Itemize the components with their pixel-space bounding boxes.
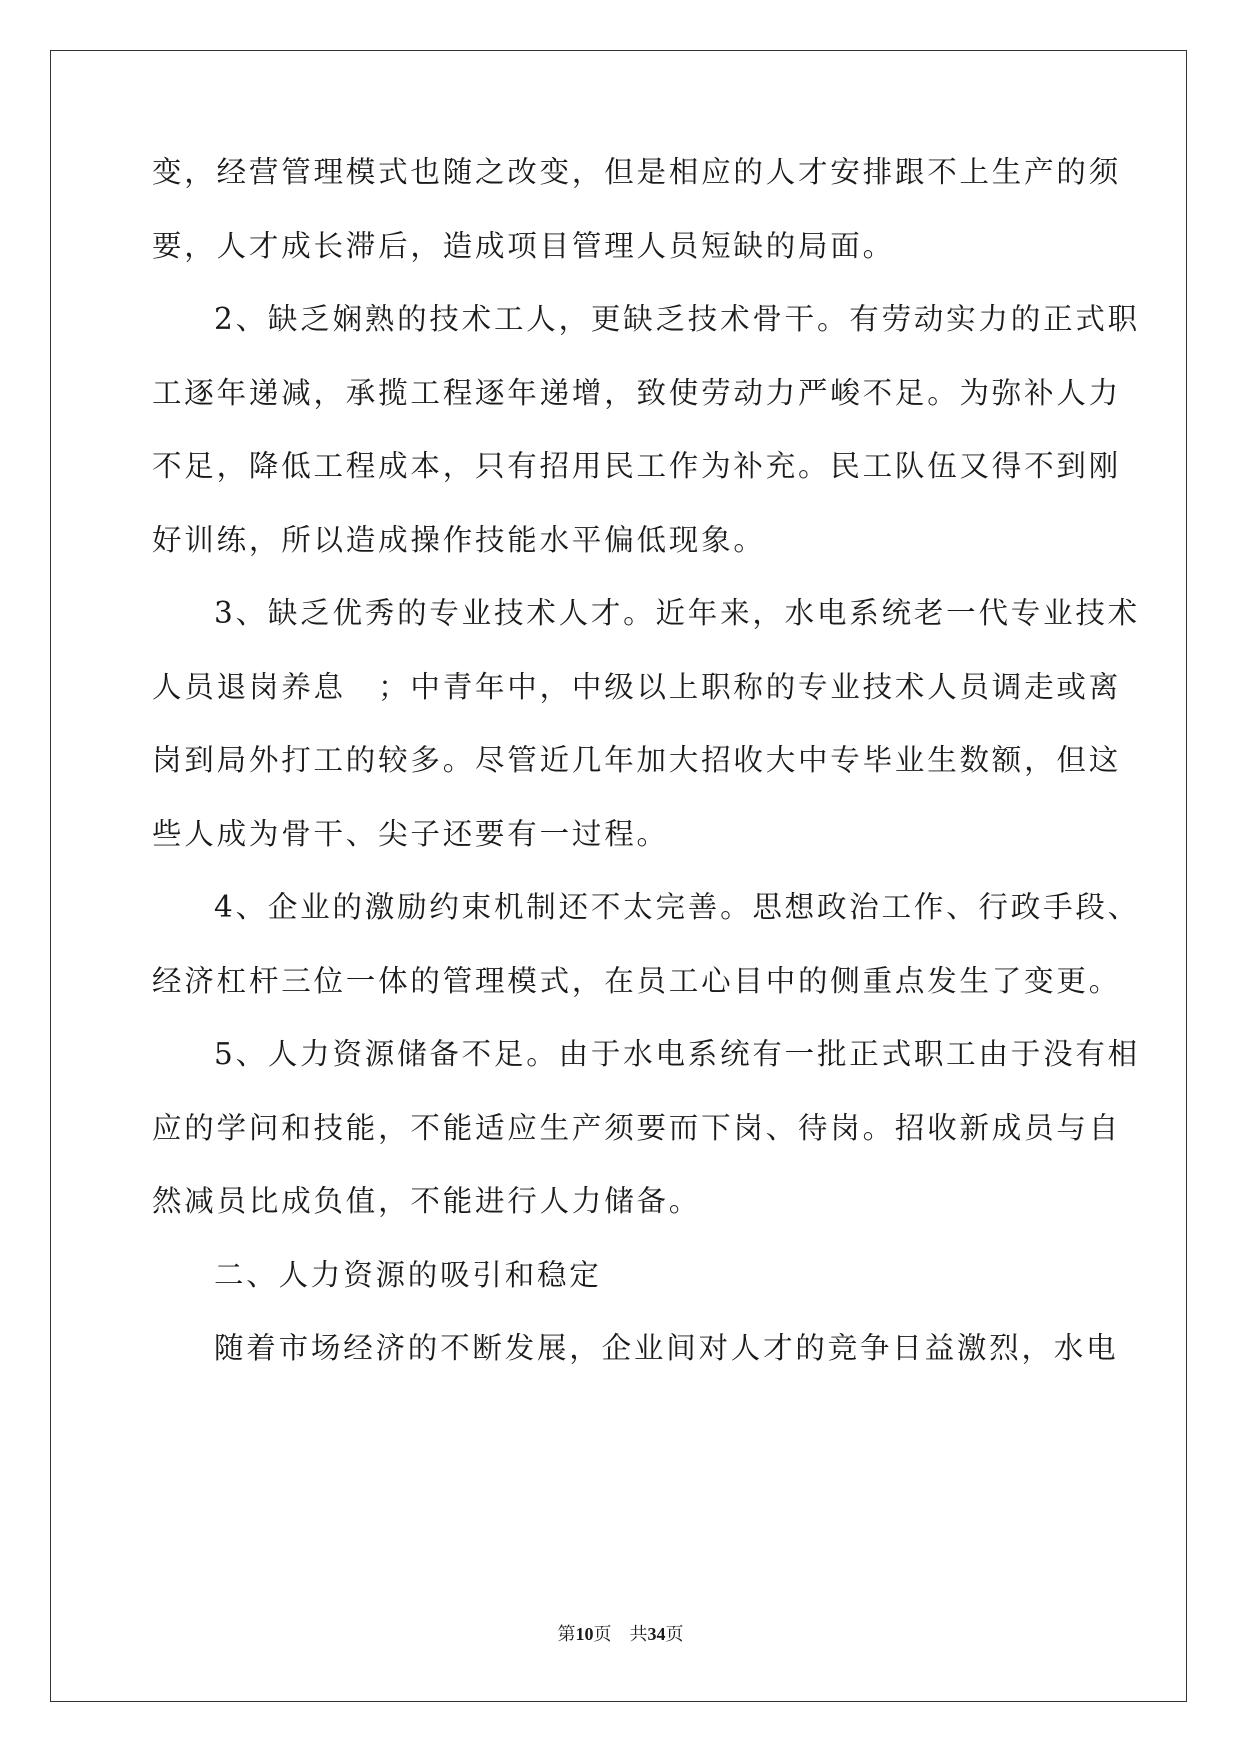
text-line: 不足，降低工程成本，只有招用民工作为补充。民工队伍又得不到刚	[152, 449, 1122, 483]
text-line: 二、人力资源的吸引和稳定	[214, 1257, 602, 1292]
text-line: 随着市场经济的不断发展，企业间对人才的竞争日益激烈，水电	[214, 1331, 1119, 1365]
text-line: 岗到局外打工的较多。尽管近几年加大招收大中专毕业生数额，但这	[152, 743, 1122, 777]
text-line: 些人成为骨干、尖子还要有一过程。	[152, 816, 669, 851]
footer-prefix: 第	[557, 1624, 576, 1644]
text-line: 经济杠杆三位一体的管理模式，在员工心目中的侧重点发生了变更。	[152, 963, 1122, 998]
footer-page-unit: 页	[593, 1624, 612, 1644]
text-line: 然减员比成负值，不能进行人力储备。	[152, 1184, 702, 1218]
footer-total-unit: 页	[665, 1624, 684, 1644]
page-border	[50, 50, 1187, 1702]
text-line: 人员退岗养息 ；中青年中，中级以上职称的专业技术人员调走或离	[152, 669, 1122, 704]
text-line: 应的学问和技能，不能适应生产须要而下岗、待岗。招收新成员与自	[152, 1110, 1122, 1145]
text-line: 3、缺乏优秀的专业技术人才。近年来，水电系统老一代专业技术	[214, 596, 1140, 630]
text-line: 要，人才成长滞后，造成项目管理人员短缺的局面。	[152, 228, 895, 263]
page-footer	[0, 1622, 1241, 1646]
footer-total-prefix: 共	[629, 1624, 648, 1644]
text-line: 工逐年递减，承揽工程逐年递增，致使劳动力严峻不足。为弥补人力	[152, 375, 1122, 410]
text-line: 4、企业的激励约束机制还不太完善。思想政治工作、行政手段、	[214, 890, 1140, 924]
text-line: 好训练，所以造成操作技能水平偏低现象。	[152, 522, 766, 557]
text-line: 2、缺乏娴熟的技术工人，更缺乏技术骨干。有劳动实力的正式职	[214, 302, 1140, 336]
text-line: 5、人力资源储备不足。由于水电系统有一批正式职工由于没有相	[214, 1037, 1140, 1071]
total-page-count: 34	[647, 1624, 666, 1644]
current-page-number: 10	[575, 1624, 594, 1644]
text-line: 变，经营管理模式也随之改变，但是相应的人才安排跟不上生产的须	[152, 155, 1122, 189]
